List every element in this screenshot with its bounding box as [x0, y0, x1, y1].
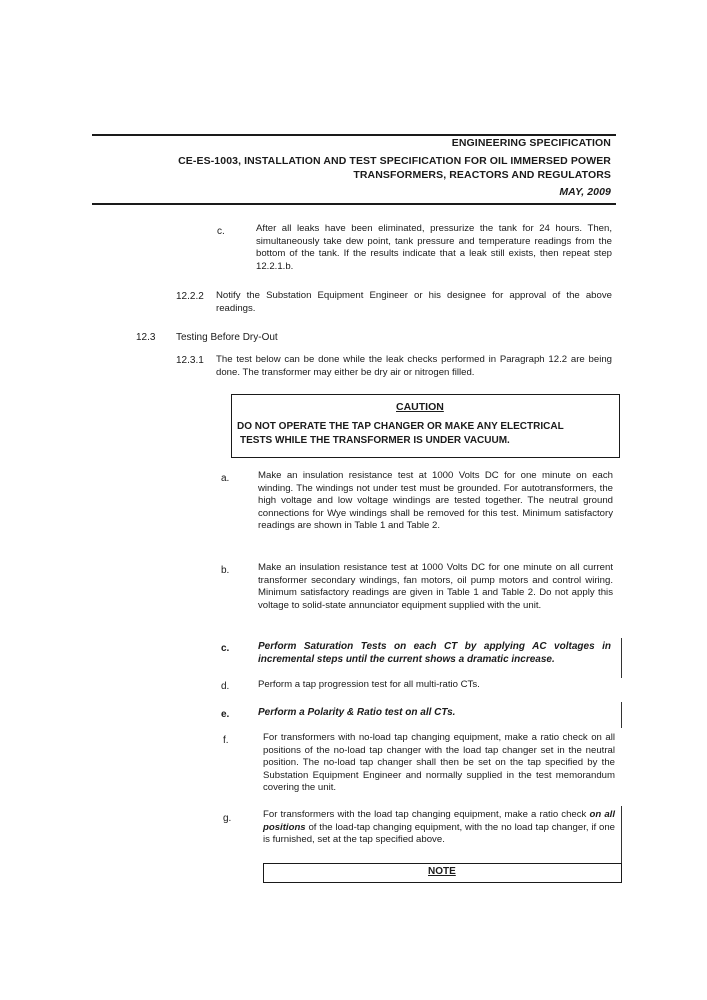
item-c-top-text: After all leaks have been eliminated, pressurize the tank for 24 hours. Then, simultaneously take dew point, tank pressure and temperature readings from the bottom of the tank. If the results indicate that a leak still exists, then repeat step 12.2.1.b.: [256, 223, 612, 272]
section-12-3-1-number: 12.3.1: [176, 355, 204, 366]
item-b-label: b.: [221, 565, 230, 576]
document-date: MAY, 2009: [559, 186, 611, 198]
item-g-text-emphasis: on all positions: [263, 809, 615, 833]
item-g-label: g.: [223, 813, 232, 824]
revision-bar-g: [621, 806, 622, 864]
document-title-line2: TRANSFORMERS, REACTORS AND REGULATORS: [353, 169, 611, 181]
caution-title: CAUTION: [396, 401, 444, 413]
header-bottom-rule: [92, 203, 616, 205]
item-a-label: a.: [221, 473, 230, 484]
item-e-label: e.: [221, 709, 230, 720]
item-f-text: For transformers with no-load tap changing equipment, make a ratio check on all positions of the no-load tap changer with the load tap changer set in the neutral position. The no-load tap changer shall then be set on the tap specified by the Substation Equipment Engineer and normally supplied in the test memorandum covering the unit.: [263, 732, 615, 794]
item-c-label: c.: [221, 643, 230, 654]
section-12-2-2-number: 12.2.2: [176, 291, 204, 302]
section-12-3-1-text: The test below can be done while the leak checks performed in Paragraph 12.2 are being done. The transformer may either be dry air or nitrogen filled.: [216, 354, 612, 378]
header-top-rule: [92, 134, 616, 136]
item-f-label: f.: [223, 735, 229, 746]
caution-line2: TESTS WHILE THE TRANSFORMER IS UNDER VACUUM.: [240, 435, 510, 446]
item-c-text: Perform Saturation Tests on each CT by applying AC voltages in incremental steps until the current shows a dramatic increase.: [258, 641, 611, 665]
item-e-text: Perform a Polarity & Ratio test on all CTs.: [258, 707, 456, 718]
note-title: NOTE: [428, 866, 456, 877]
item-d-text: Perform a tap progression test for all multi-ratio CTs.: [258, 679, 480, 690]
item-g-text-before: For transformers with the load tap changing equipment, make a ratio check: [263, 809, 590, 820]
revision-bar-c: [621, 638, 622, 678]
item-a-text: Make an insulation resistance test at 1000 Volts DC for one minute on each winding. The windings not under test must be grounded. For autotransformers, the high voltage and low voltage windings are tested together. The neutral ground connections for Wye windings shall be removed for this test. Minimum satisfactory readings are shown in Table 1 and Table 2.: [258, 470, 613, 532]
section-12-3-title: Testing Before Dry-Out: [176, 332, 278, 343]
item-c-top-label: c.: [217, 226, 225, 237]
caution-line1: DO NOT OPERATE THE TAP CHANGER OR MAKE ANY ELECTRICAL: [237, 421, 564, 432]
document-title-line1: CE-ES-1003, INSTALLATION AND TEST SPECIFICATION FOR OIL IMMERSED POWER: [178, 155, 611, 167]
item-g-text: [263, 809, 615, 847]
spec-label: ENGINEERING SPECIFICATION: [451, 137, 611, 149]
revision-bar-e: [621, 702, 622, 728]
section-12-2-2-text: Notify the Substation Equipment Engineer or his designee for approval of the above readings.: [216, 290, 612, 314]
item-d-label: d.: [221, 681, 230, 692]
section-12-3-number: 12.3: [136, 332, 156, 343]
item-b-text: Make an insulation resistance test at 1000 Volts DC for one minute on all current transformer secondary windings, fan motors, oil pump motors and control wiring. Minimum satisfactory readings are given in Table 1 and Table 2. Do not apply this voltage to solid-state annunciator equipment supplied with the unit.: [258, 562, 613, 611]
item-g-text-after: of the load-tap changing equipment, with the no load tap changer, if one is furnished, set at the tap specified above.: [263, 821, 615, 846]
